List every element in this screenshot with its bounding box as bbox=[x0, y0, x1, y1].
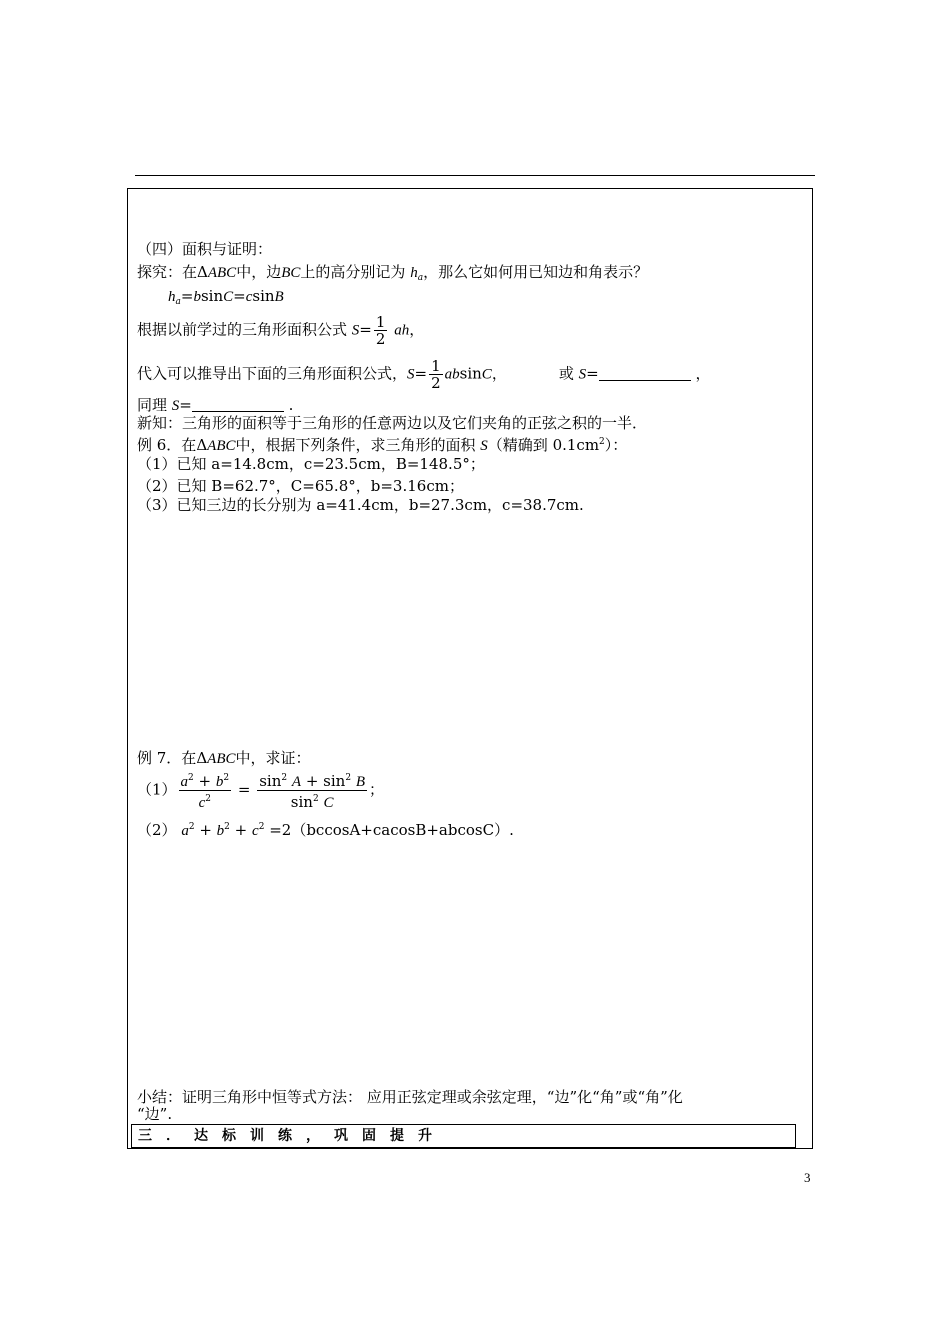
height-formula: $h_a=bsinC=csinB$ bbox=[168, 287, 284, 307]
example6-item-2: （2）已知 B=62.7°，C=65.8°，b=3.16cm； bbox=[137, 477, 464, 495]
example6-item-1: （1）已知 a=14.8cm，c=23.5cm，B=148.5°； bbox=[137, 455, 485, 473]
new-knowledge: 新知：三角形的面积等于三角形的任意两边以及它们夹角的正弦之积的一半． bbox=[137, 414, 648, 432]
section-heading: （四）面积与证明： bbox=[137, 240, 273, 258]
example7-title: 例 7．在ΔABC中，求证： bbox=[137, 749, 311, 767]
example6-item-3: （3）已知三边的长分别为 a=41.4cm，b=27.3cm，c=38.7cm. bbox=[137, 496, 584, 514]
page-number: 3 bbox=[804, 1170, 811, 1185]
summary-line-1: 小结：证明三角形中恒等式方法： 应用正弦定理或余弦定理，“边”化“角”或“角”化 bbox=[137, 1088, 683, 1106]
derive-line: 代入可以推导出下面的三角形面积公式，S= $\frac{1}{2}$ absinC， 或 S= ， bbox=[137, 357, 711, 392]
example6-title: 例 6．在ΔABC中，根据下列条件，求三角形的面积 S（精确到 $0.1cm^2$）： bbox=[137, 436, 628, 454]
summary-line-2: “边”. bbox=[137, 1105, 173, 1123]
example7-item-2: （2） $a^2 + b^2 + c^2 =2(bccosA+cacosB+abcosC)$. bbox=[137, 821, 514, 839]
similarly-line: 同理 S= . bbox=[137, 396, 294, 414]
section-three-heading: 三．达标训练，巩固提升 bbox=[131, 1124, 796, 1148]
explore-line: 探究：在ΔABC中，边BC上的高分别记为 $h_a$，那么它如何用已知边和角表示？ bbox=[137, 263, 649, 283]
header-rule bbox=[135, 175, 815, 176]
example7-item-1: （1） $\frac{a^2 + b^2}{c^2}$ = $\frac{\sin^2 A + \sin^2 B}{\sin^2 C}$ ； bbox=[137, 772, 385, 811]
area-formula-line: 根据以前学过的三角形面积公式 S= $\frac{1}{2}$ ah， bbox=[137, 313, 425, 348]
